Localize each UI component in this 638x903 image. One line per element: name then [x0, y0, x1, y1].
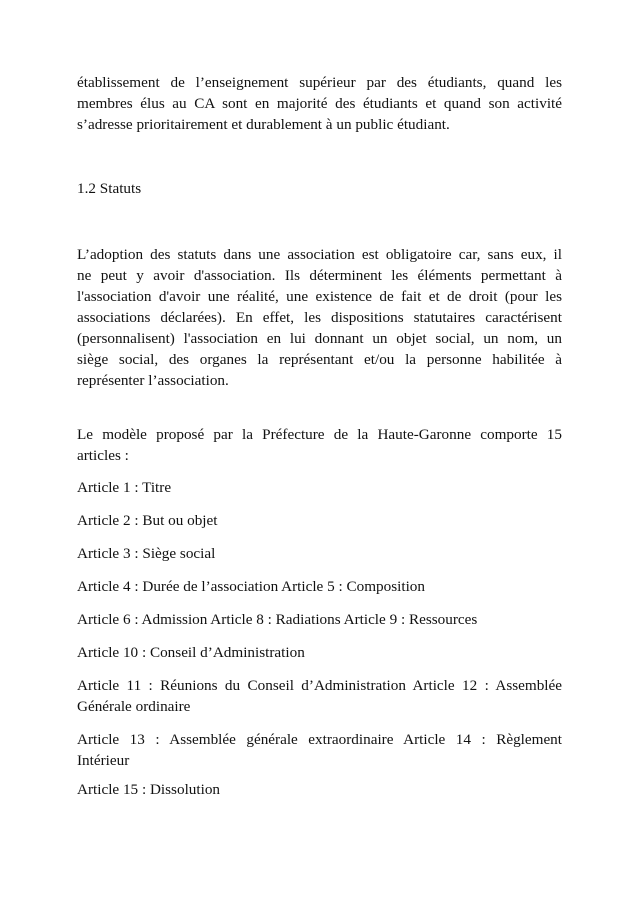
text-line: représenter l’association. [77, 372, 229, 389]
article-line: Générale ordinaire [77, 698, 191, 715]
model-paragraph [77, 424, 562, 466]
article-line: Article 3 : Siège social [77, 545, 216, 562]
article-line: Article 2 : But ou objet [77, 512, 218, 529]
section-heading [77, 178, 562, 199]
text-line: ne peut y avoir d'association. Ils déterminent les éléments permettant à [77, 267, 562, 284]
text-line: siège social, des organes la représentant et/ou la personne habilitée à [77, 351, 562, 368]
statuts-paragraph [77, 244, 562, 391]
article-line: Article 11 : Réunions du Conseil d’Administration Article 12 : Assemblée [77, 677, 562, 694]
text-line: (personnalisent) l'association en lui donnant un objet social, un nom, un [77, 330, 562, 347]
text-line: articles : [77, 447, 129, 464]
article-line: Article 1 : Titre [77, 479, 172, 496]
section-heading-text: 1.2 Statuts [77, 180, 142, 197]
text-line: l'association d'avoir une réalité, une existence de fait et de droit (pour les [77, 288, 562, 305]
article-line: Article 6 : Admission Article 8 : Radiations Article 9 : Ressources [77, 611, 478, 628]
text-line: membres élus au CA sont en majorité des étudiants et quand son activité [77, 95, 562, 112]
text-line: L’adoption des statuts dans une association est obligatoire car, sans eux, il [77, 246, 562, 263]
article-item [77, 779, 562, 800]
article-item [77, 642, 562, 663]
text-line: établissement de l’enseignement supérieur par des étudiants, quand les [77, 74, 562, 91]
article-item [77, 609, 562, 630]
article-item [77, 675, 562, 717]
text-line: associations déclarées). En effet, les dispositions statutaires caractérisent [77, 309, 562, 326]
article-item [77, 543, 562, 564]
intro-paragraph [77, 72, 562, 135]
article-line: Intérieur [77, 752, 130, 769]
text-line: Le modèle proposé par la Préfecture de la Haute-Garonne comporte 15 [77, 426, 562, 443]
article-line: Article 15 : Dissolution [77, 781, 221, 798]
article-item [77, 510, 562, 531]
article-item [77, 576, 562, 597]
article-item [77, 477, 562, 498]
article-line: Article 13 : Assemblée générale extraordinaire Article 14 : Règlement [77, 731, 562, 748]
text-line: s’adresse prioritairement et durablement à un public étudiant. [77, 116, 450, 133]
article-line: Article 4 : Durée de l’association Article 5 : Composition [77, 578, 425, 595]
article-line: Article 10 : Conseil d’Administration [77, 644, 305, 661]
article-item [77, 729, 562, 771]
